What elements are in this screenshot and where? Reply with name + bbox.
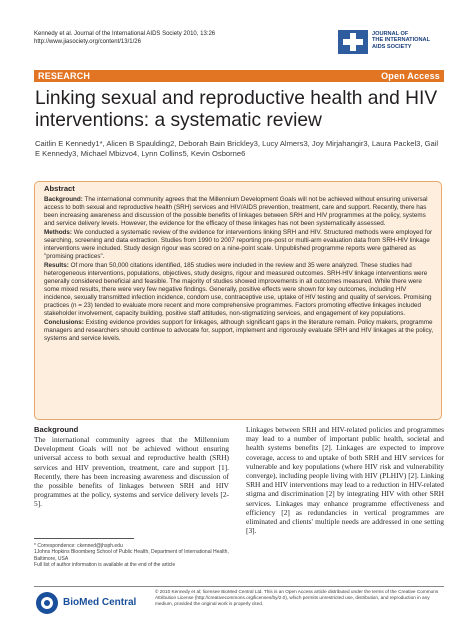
journal-logo-text [372,31,430,50]
abstract-text: The international community agrees that the Millennium Development Goals will not be achieved without ensuring universal access to both sexual and reproductive health (SRH) services and HIV/AIDS prevention, treatment, care and support. Recently, there has been increasing awareness and discussion of the possible benefits of linkages between SRH and HIV programmes at the policy, systems and service delivery levels. However, the evidence for the efficacy of these linkages has not been systematically assessed. [44,196,428,227]
jias-logo-icon [338,30,368,54]
abstract-section-results [44,262,436,317]
body-column-left: The international community agrees that the Millennium Development Goals will not be achieved without ensuring universal access to both sexual and reproductive health (SRH) services and HIV prevention, treatment, care and support [1]. Recently, there has been increasing awareness and discussion of the possible benefits of linkages between SRH and HIV programmes at the policy, systems and service delivery levels [2-5]. [34,435,229,509]
license-text: © 2010 Kennedy et al; licensee BioMed Central Ltd. This is an Open Access article distributed under the terms of the Creative Commons Attribution License (http://creativecommons.org/licenses/by/2.0), which permits unrestricted use, distribution, and reproduction in any medium, provided the original work is properly cited. [155,589,439,607]
citation-line-1: Kennedy et al. Journal of the International AIDS Society 2010, 13:26 [34,31,216,37]
biomed-central-logo-icon [35,591,59,615]
research-label: RESEARCH [38,71,91,81]
article-type-banner [34,70,444,82]
abstract-label: Results: [44,262,69,270]
abstract-text: Of more than 50,000 citations identified, 185 studies were included in the review and 35 were analyzed. These studies had heterogeneous interventions, populations, objectives, study designs, rigour and measured outcomes. SRH-HIV linkage interventions were generally considered beneficial and feasible. The majority of studies showed improvements in all outcomes measured. While there were some mixed results, there were very few negative findings. Generally, positive effects were shown for key outcomes, including HIV incidence, sexually transmitted infection incidence, condom use, contraceptive use, uptake of HIV testing and quality of services. Promising practices (n = 23) tended to evaluate more recent and more comprehensive programmes. Factors promoting effective linkages included stakeholder involvement, capacity building, positive staff attitudes, non-stigmatizing services, and engagement of key populations. [44,262,432,317]
abstract-body [44,196,436,345]
footnotes [34,543,234,569]
author-info-note: Full list of author information is available at the end of the article [34,562,176,569]
footnote-rule [34,538,134,539]
abstract-text: Existing evidence provides support for linkages, although significant gaps in the literature remain. Policy makers, programme managers and researchers should continue to advocate for, support, implement and rigorously evaluate SRH and HIV linkages at the policy, systems and service levels. [44,319,434,343]
abstract-section-background [44,196,436,228]
journal-logo-line-1: JOURNAL OF [372,31,409,37]
background-heading: Background [34,425,79,434]
open-access-label: Open Access [381,71,440,81]
abstract-section-conclusions [44,319,436,343]
article-title: Linking sexual and reproductive health and HIV interventions: a systematic review [35,88,438,131]
footer-rule [34,586,444,587]
publisher-name: BioMed Central [63,597,137,608]
correspondence-note[interactable]: * Correspondence: ckenned@jhsph.edu [34,543,123,549]
abstract-label: Conclusions: [44,319,84,327]
journal-logo-line-2: THE INTERNATIONAL [372,37,431,44]
abstract-text: We conducted a systematic review of the evidence for interventions linking SRH and HIV. Structured methods were employed for searching, screening and data extraction. Studies from 1990 to 2007 reporting pre-post or multi-arm evaluation data from SRH-HIV linkage interventions were included. Study design rigour was scored on a nine-point scale. Unpublished programme reports were gathered as "promising practices". [44,229,433,260]
affiliation-note: 1Johns Hopkins Bloomberg School of Public Health, Department of International Health, Baltimore, USA [34,549,229,562]
abstract-heading: Abstract [44,184,75,193]
abstract-label: Background: [44,196,83,203]
author-list: Caitlin E Kennedy1*, Alicen B Spaulding2, Deborah Bain Brickley3, Lucy Almers3, Joy Mirjahangir3, Laura Packel3, Gail E Kennedy3, Michael Mbizvo4, Lynn Collins5, Kevin Osborne6 [35,139,439,158]
citation-url[interactable]: http://www.jiasociety.org/content/13/1/26 [34,39,141,45]
body-column-right: Linkages between SRH and HIV-related policies and programmes may lead to a number of important public health, societal and health systems benefits [2]. Linkages are expected to improve coverage, access to and uptake of both SRH and HIV services for vulnerable and key populations (where HIV risk and vulnerability converge), including people living with HIV (PLHIV) [2]. Linking SRH and HIV interventions may lead to a reduction in HIV-related stigma and discrimination [2] by integrating HIV with other SRH services. Linkages may enhance programme effectiveness and efficiency [2] as redundancies in vertical programmes are eliminated and clients' multiple needs are addressed in one setting [3]. [246,425,444,536]
journal-logo-line-3: AIDS SOCIETY [372,43,412,50]
abstract-label: Methods: [44,229,72,237]
abstract-section-methods [44,229,436,261]
